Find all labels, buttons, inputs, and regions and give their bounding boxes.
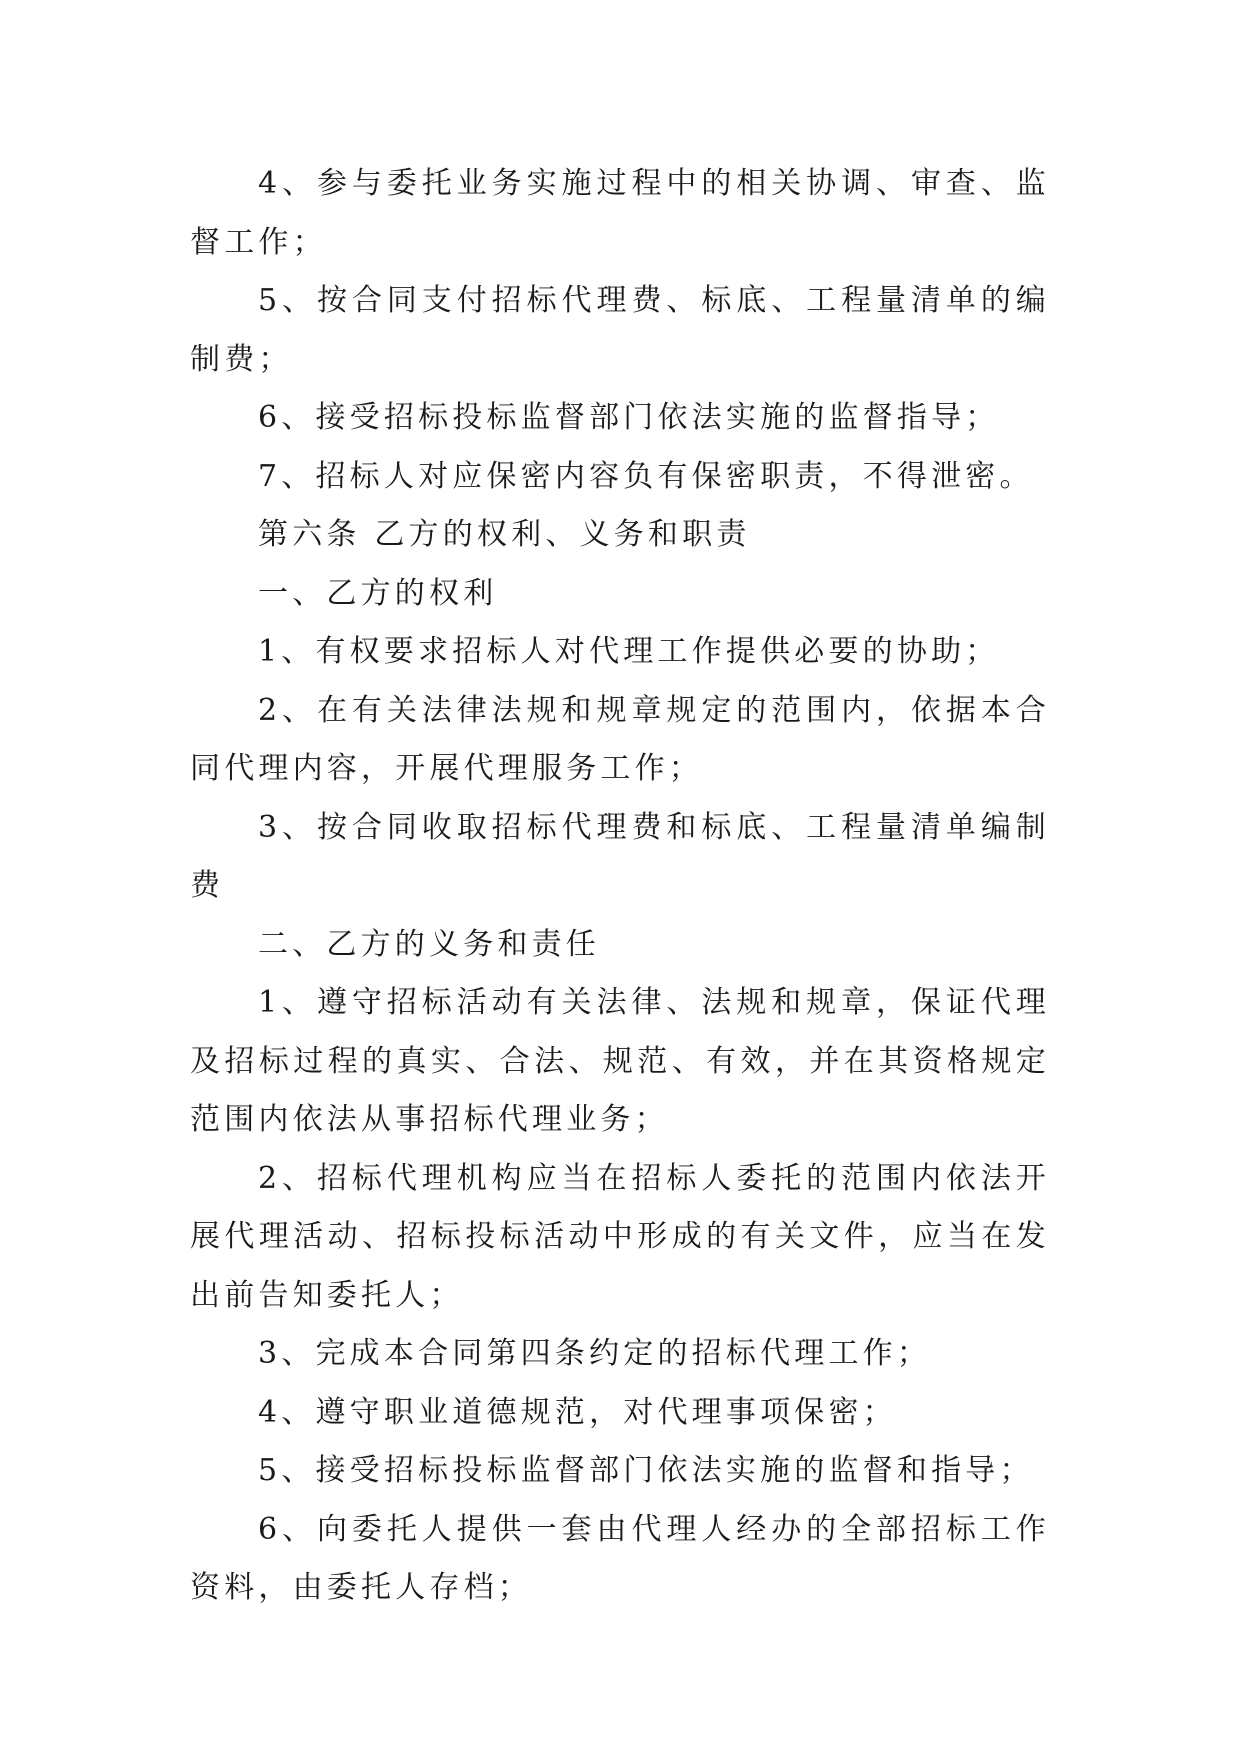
paragraph: 3、按合同收取招标代理费和标底、工程量清单编制费 bbox=[190, 809, 1050, 903]
subsection-heading: 二、乙方的义务和责任 bbox=[258, 926, 600, 962]
paragraph: 4、参与委托业务实施过程中的相关协调、审查、监督工作； bbox=[190, 166, 1050, 260]
paragraph: 6、接受招标投标监督部门依法实施的监督指导； bbox=[258, 400, 1000, 435]
paragraph: 3、完成本合同第四条约定的招标代理工作； bbox=[258, 1336, 932, 1371]
paragraph: 7、招标人对应保密内容负有保密职责，不得泄密。 bbox=[258, 458, 1034, 494]
paragraph: 5、按合同支付招标代理费、标底、工程量清单的编制费； bbox=[190, 283, 1050, 377]
paragraph: 1、遵守招标活动有关法律、法规和规章，保证代理及招标过程的真实、合法、规范、有效，并在其资格规定范围内依法从事招标代理业务； bbox=[190, 985, 1050, 1137]
paragraph: 2、在有关法律法规和规章规定的范围内，依据本合同代理内容，开展代理服务工作； bbox=[190, 692, 1050, 786]
paragraph: 5、接受招标投标监督部门依法实施的监督和指导； bbox=[258, 1453, 1034, 1488]
paragraph: 1、有权要求招标人对代理工作提供必要的协助； bbox=[258, 634, 1000, 669]
subsection-heading: 一、乙方的权利 bbox=[258, 575, 498, 611]
paragraph: 4、遵守职业道德规范，对代理事项保密； bbox=[258, 1394, 897, 1430]
paragraph: 2、招标代理机构应当在招标人委托的范围内依法开展代理活动、招标投标活动中形成的有关文件，应当在发出前告知委托人； bbox=[190, 1160, 1050, 1313]
document-body bbox=[190, 155, 1050, 1618]
paragraph: 6、向委托人提供一套由代理人经办的全部招标工作资料，由委托人存档； bbox=[190, 1511, 1050, 1605]
section-heading: 第六条 乙方的权利、义务和职责 bbox=[258, 517, 751, 552]
